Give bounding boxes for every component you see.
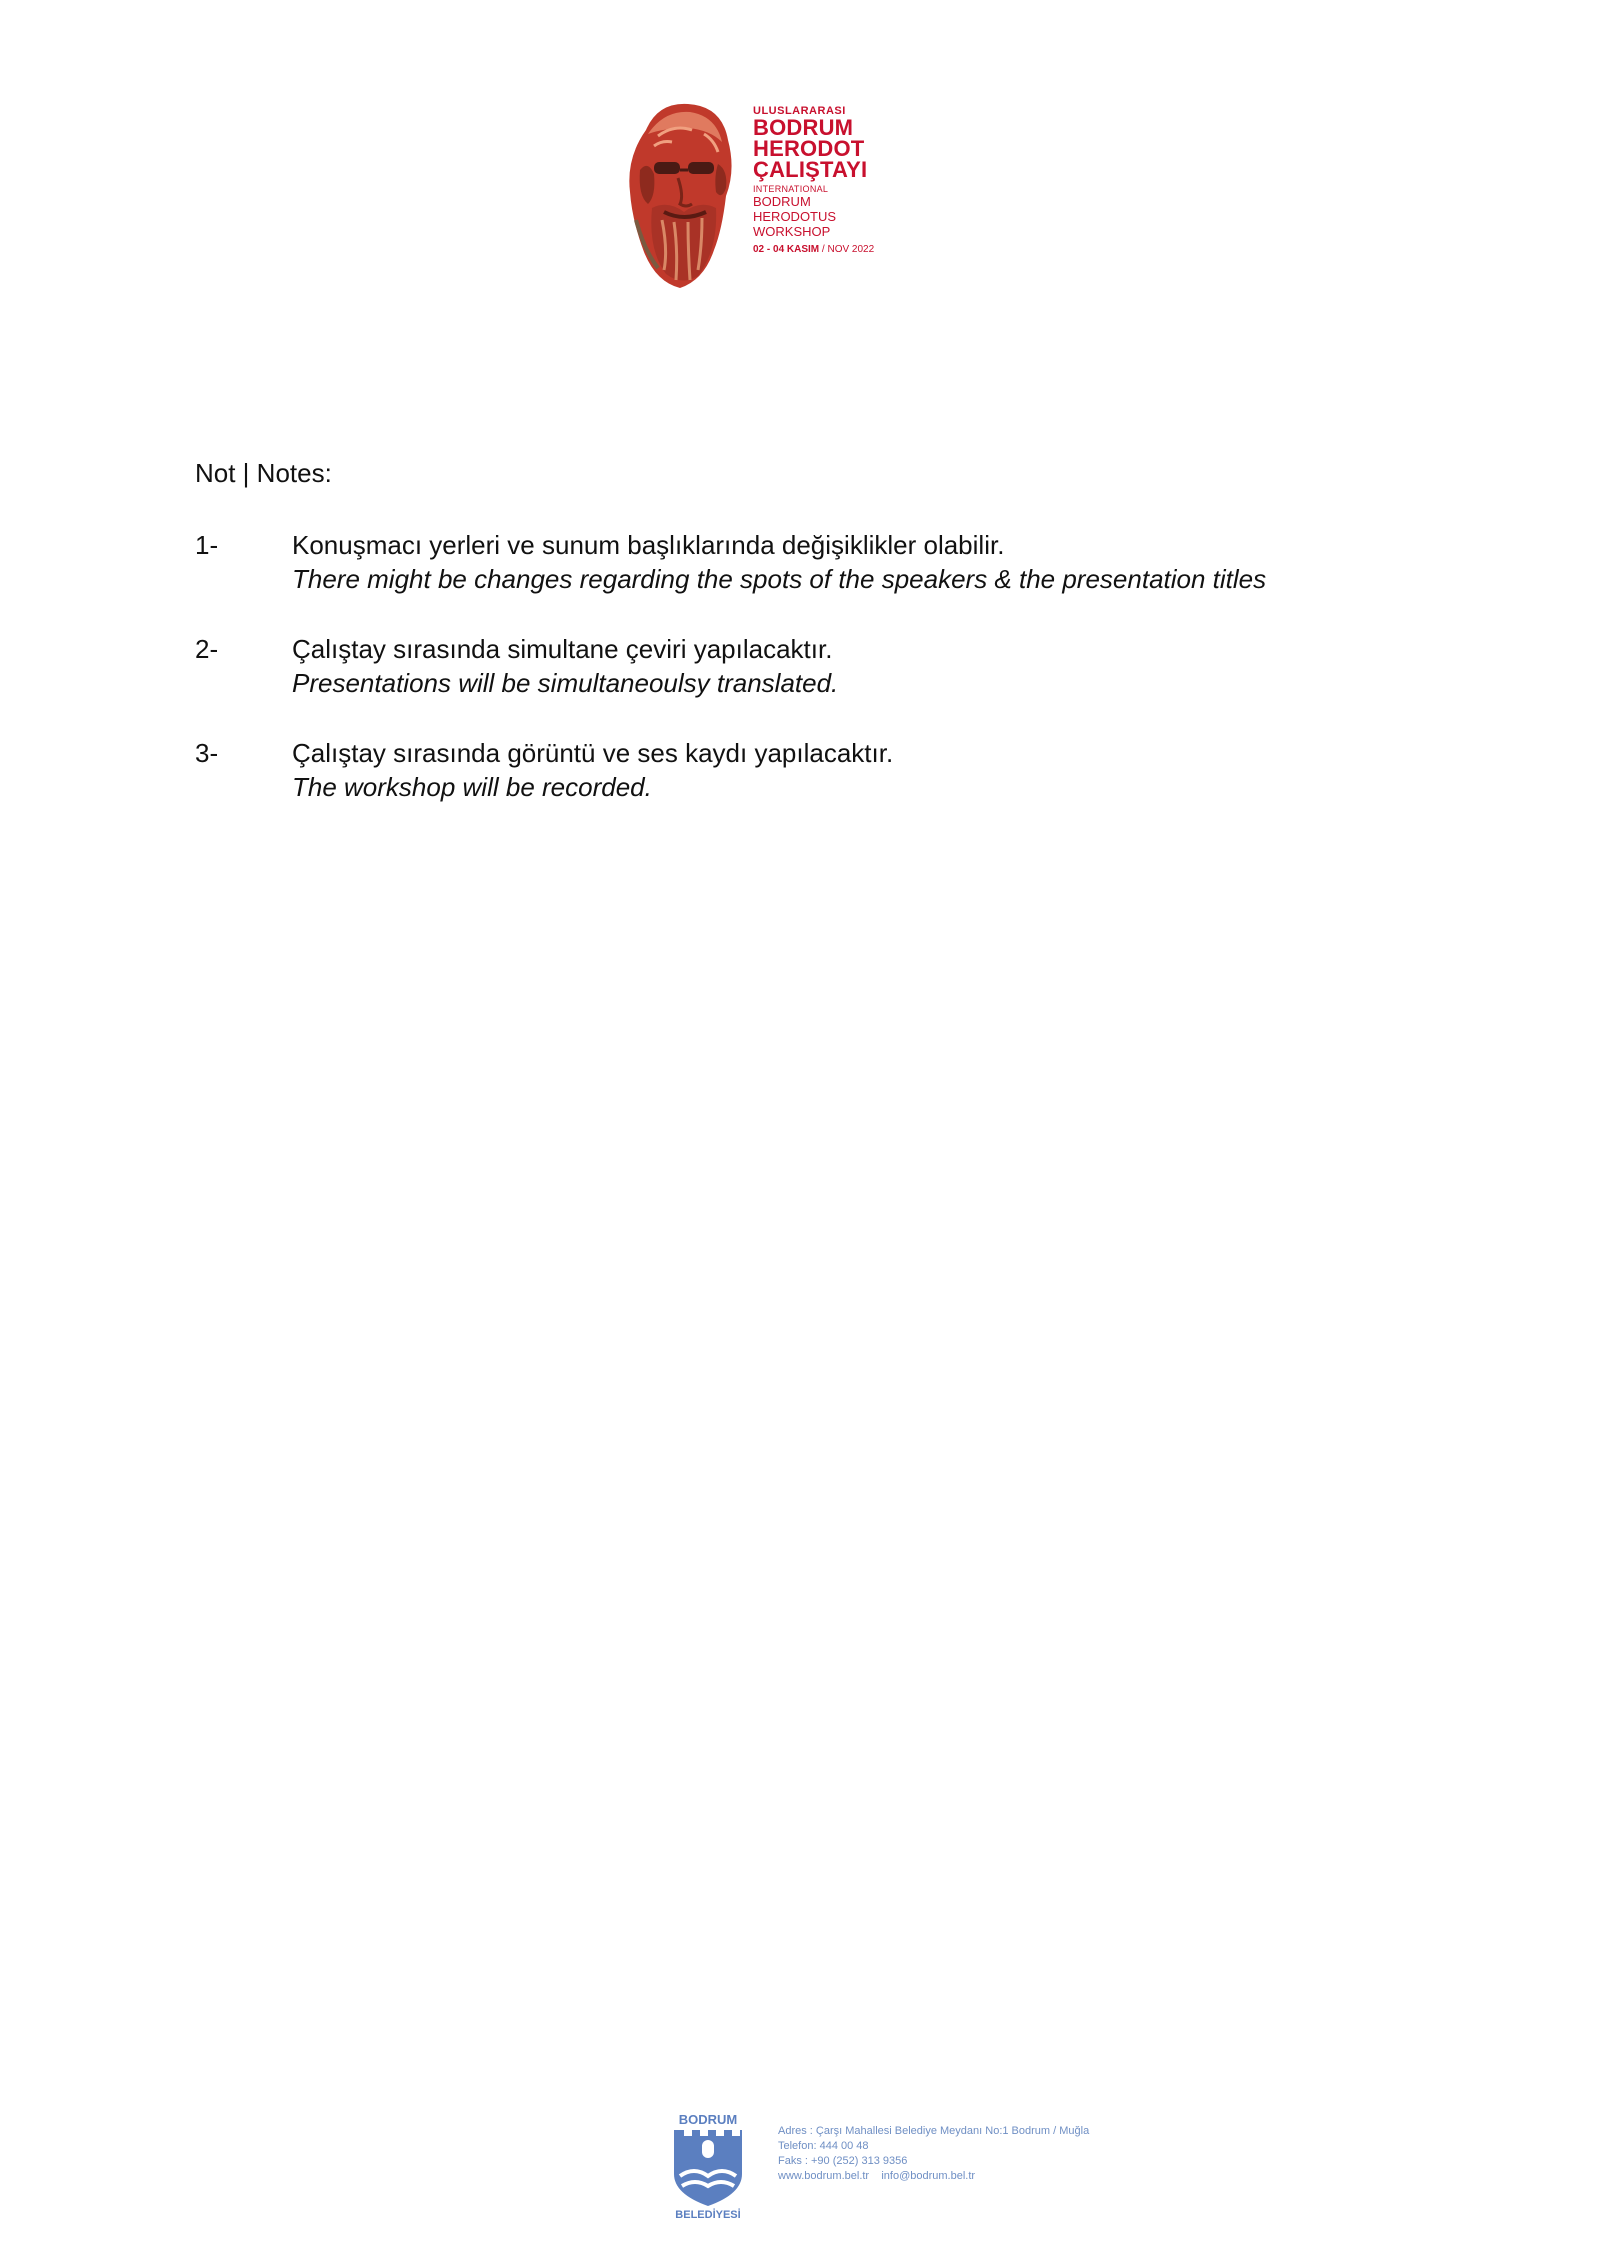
note-number: 3- <box>195 738 219 768</box>
logo-line-herodot: HERODOT <box>753 136 865 161</box>
footer-address: Adres : Çarşı Mahallesi Belediye Meydanı No:1 Bodrum / Muğla <box>778 2125 1090 2137</box>
notes-title: Not | Notes: <box>195 458 332 488</box>
note-text-en: Presentations will be simultaneoulsy translated. <box>292 668 839 698</box>
logo-line-herodotus: HERODOTUS <box>753 209 837 224</box>
note-text-tr: Çalıştay sırasında simultane çeviri yapılacaktır. <box>292 634 833 664</box>
herodotus-bust-icon <box>618 100 743 290</box>
logo-line-international: INTERNATIONAL <box>753 184 829 194</box>
footer-logo-bottom-text: BELEDİYESİ <box>675 2209 741 2221</box>
note-text-tr: Çalıştay sırasında görüntü ve ses kaydı yapılacaktır. <box>292 738 894 768</box>
workshop-logo <box>618 100 918 300</box>
logo-line-calistayi: ÇALIŞTAYI <box>753 157 868 182</box>
note-text-en: There might be changes regarding the spots of the speakers & the presentation titles <box>292 564 1267 594</box>
logo-date-bold: 02 - 04 KASIM <box>753 244 820 255</box>
footer-logo-top-text: BODRUM <box>678 2112 738 2127</box>
footer-fax: Faks : +90 (252) 313 9356 <box>778 2155 908 2167</box>
logo-line-workshop: WORKSHOP <box>753 224 831 239</box>
bodrum-municipality-logo <box>668 2110 748 2222</box>
footer-email-link[interactable]: info@bodrum.bel.tr <box>881 2170 976 2182</box>
note-number: 1- <box>195 530 219 560</box>
note-text-en: The workshop will be recorded. <box>292 772 652 802</box>
logo-date-rest: / NOV 2022 <box>819 244 875 255</box>
note-number: 2- <box>195 634 219 664</box>
logo-line-bodrum: BODRUM <box>753 115 854 140</box>
logo-line-bodrum-en: BODRUM <box>753 194 811 209</box>
footer-phone: Telefon: 444 00 48 <box>778 2140 869 2152</box>
logo-date <box>753 245 923 255</box>
logo-line-uluslararasi: ULUSLARARASI <box>753 105 846 117</box>
footer <box>668 2110 1168 2225</box>
note-text-tr: Konuşmacı yerleri ve sunum başlıklarında değişiklikler olabilir. <box>292 530 1005 560</box>
footer-web-link[interactable]: www.bodrum.bel.tr <box>778 2170 870 2182</box>
